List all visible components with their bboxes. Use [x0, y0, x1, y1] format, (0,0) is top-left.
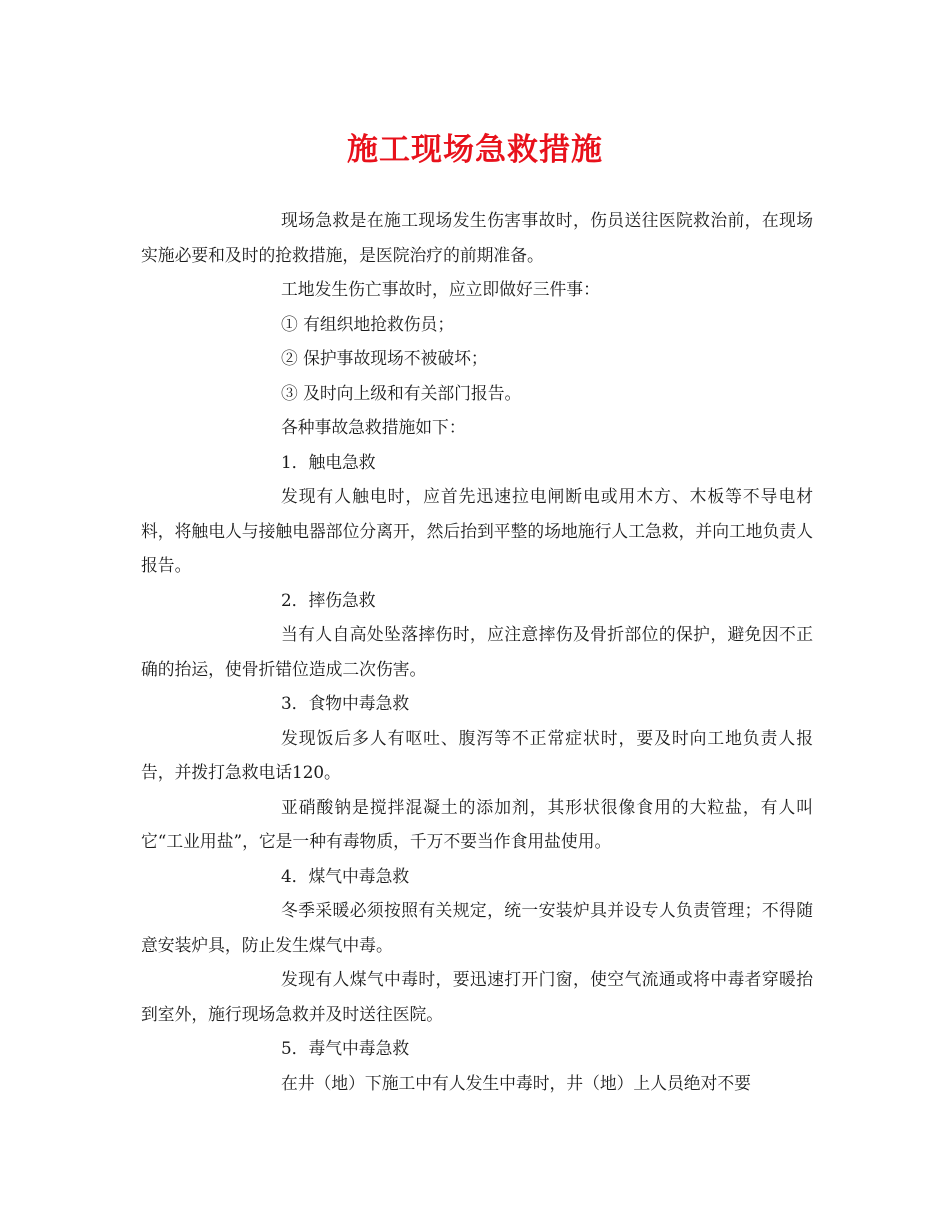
- paragraph-intro: 现场急救是在施工现场发生伤害事故时，伤员送往医院救治前，在现场实施必要和及时的抢救措施，是医院治疗的前期准备。: [141, 210, 813, 265]
- section-heading-toxic-gas: 5．毒气中毒急救: [281, 1038, 410, 1058]
- paragraph-food-poisoning: 发现饭后多人有呕吐、腹泻等不正常症状时，要及时向工地负责人报告，并拨打急救电话120。: [141, 727, 813, 782]
- document-title: 施工现场急救措施: [347, 132, 603, 168]
- paragraph-gas-poisoning: 发现有人煤气中毒时，要迅速打开门窗，使空气流通或将中毒者穿暖抬到室外，施行现场急救并及时送往医院。: [141, 969, 813, 1024]
- section-heading-gas-poisoning: 4．煤气中毒急救: [281, 865, 410, 886]
- paragraph-sodium-nitrite: 亚硝酸钠是搅拌混凝土的添加剂，其形状很像食用的大粒盐，有人叫它“工业用盐”，它是一种有毒物质，千万不要当作食用盐使用。: [141, 796, 813, 851]
- paragraph-measures-intro: 各种事故急救措施如下：: [281, 417, 466, 437]
- list-item-report: ③ 及时向上级和有关部门报告。: [281, 382, 522, 403]
- section-heading-food-poisoning: 3．食物中毒急救: [281, 693, 410, 713]
- list-item-rescue: ① 有组织地抢救伤员；: [281, 313, 455, 334]
- section-heading-fall-injury: 2．摔伤急救: [281, 589, 376, 610]
- paragraph-fall-injury: 当有人自高处坠落摔伤时，应注意摔伤及骨折部位的保护，避免因不正确的抬运，使骨折错位造成二次伤害。: [141, 624, 813, 679]
- list-item-protect-scene: ② 保护事故现场不被破坏；: [281, 348, 488, 368]
- section-heading-electric-shock: 1．触电急救: [281, 451, 376, 472]
- paragraph-three-things: 工地发生伤亡事故时，应立即做好三件事：: [281, 279, 600, 299]
- paragraph-electric-shock: 发现有人触电时，应首先迅速拉电闸断电或用木方、木板等不导电材料，将触电人与接触电器部位分离开，然后抬到平整的场地施行人工急救，并向工地负责人报告。: [141, 486, 813, 575]
- paragraph-toxic-gas: 在井（地）下施工中有人发生中毒时，井（地）上人员绝对不要: [281, 1072, 751, 1093]
- document-body: [141, 203, 813, 1100]
- paragraph-heating-rules: 冬季采暖必须按照有关规定，统一安装炉具并设专人负责管理；不得随意安装炉具，防止发生煤气中毒。: [141, 900, 813, 955]
